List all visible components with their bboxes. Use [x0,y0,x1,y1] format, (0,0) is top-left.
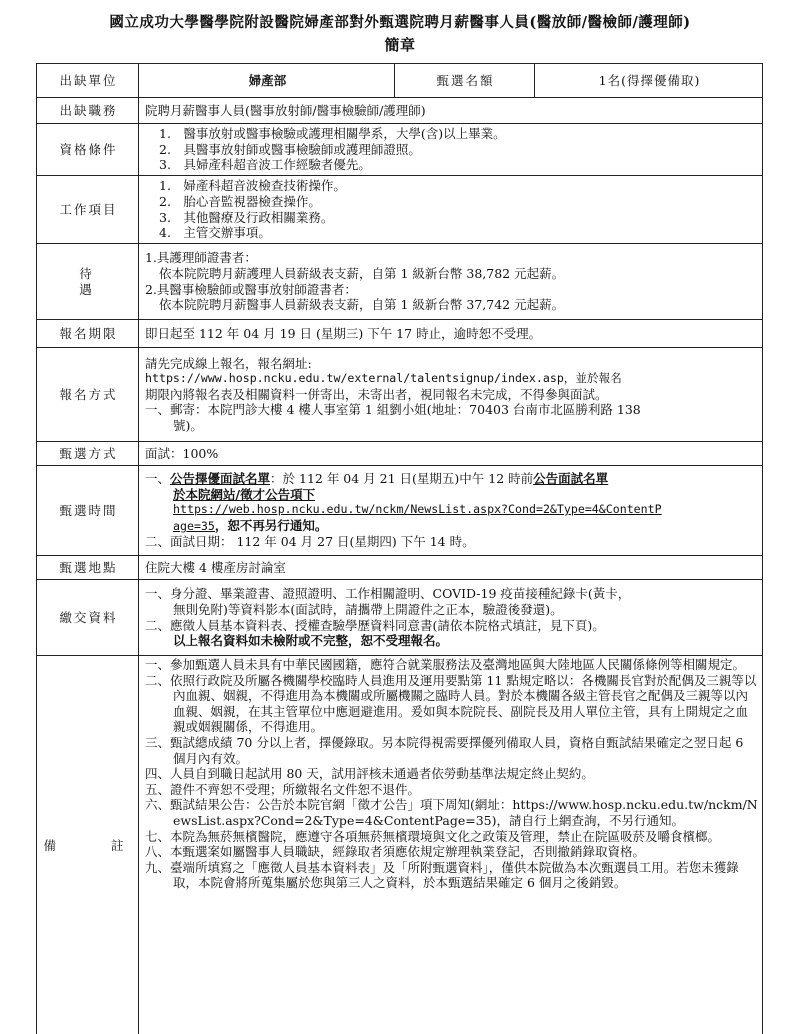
row-duties [37,176,763,244]
salary-item: 1.具護理師證書者： [145,250,257,266]
salary-item: 依本院院聘月薪醫事人員薪級表支薪，自第 1 級新台幣 37,742 元起薪。 [159,297,565,313]
announce-date: ：於 112 年 04 月 21 日(星期五)中午 12 時前 [270,471,534,487]
note-item: 五、證件不齊恕不受理；所繳報名文件恕不退件。 [145,781,421,797]
duty-item: 2. 胎心音監視器檢查操作。 [159,193,321,209]
note-item: 六、甄試結果公告：公告於本院官網「徵才公告」項下周知(網址：https://www.hosp.ncku.edu.tw/nckm/NewsList.aspx?Cond=2&Type=4&ContentPage=35)，請自行上網查詢，不另行通知。 [145,797,758,828]
announce-interview-list: 公告面試名單 [533,471,609,487]
method-url-line: https://www.hosp.ncku.edu.tw/external/talentsignup/index.asp，並於報名 [145,371,622,386]
selection-method-label: 甄選方式 [37,442,139,466]
row-period [37,320,763,348]
selection-time-line [145,471,758,487]
job-posting-table [36,63,763,1034]
period-value: 即日起至 112 年 04 月 19 日 (星期三) 下午 17 時止，逾時恕不受理。 [139,320,763,348]
documents-line: 二、應徵人員基本資料表、授權查驗學歷資料同意書(請依本院格式填註，見下頁)。 [145,617,605,633]
row-documents [37,580,763,656]
unit-value: 婦產部 [139,64,395,98]
selection-time-content [139,466,763,556]
salary-item: 依本院院聘月薪護理人員薪級表支薪，自第 1 級新台幣 38,782 元起薪。 [159,265,565,281]
row-location [37,556,763,580]
quota-value: 1名(得擇優備取) [535,64,763,98]
note-item: 七、本院為無菸無檳醫院，應遵守各項無菸無檳環境與文化之政策及管理，禁止在院區吸菸及嚼食檳榔。 [145,828,721,844]
row-unit [37,64,763,98]
location-label: 甄選地點 [37,556,139,580]
row-notes [37,656,763,1034]
selection-method-value: 面試：100% [139,442,763,466]
selection-time-label: 甄選時間 [37,466,139,556]
documents-warning: 以上報名資料如未檢附或不完整，恕不受理報名。 [173,633,449,649]
method-line: 號)。 [173,417,203,433]
method-label: 報名方式 [37,348,139,442]
qualifications-label: 資格條件 [37,124,139,176]
row-qualifications [37,124,763,176]
row-salary [37,244,763,320]
quota-label: 甄選名額 [395,64,535,98]
position-label: 出缺職務 [37,98,139,124]
note-item: 三、甄試總成績 70 分以上者，擇優錄取。另本院得視需要擇優列備取人員，資格自甄試結果確定之翌日起 6 個月內有效。 [145,734,744,766]
title-text: 國立成功大學醫學院附設醫院婦產部對外甄選院聘月薪醫事人員(醫放師/醫檢師/護理師) [109,14,691,31]
location-value: 住院大樓 4 樓產房討論室 [139,556,763,580]
note-item: 二、依照行政院及所屬各機關學校臨時人員進用及運用要點第 11 點規定略以：各機關長官對於配偶及三親等以內血親、姻親，不得進用為本機關或所屬機關之臨時人員。對於本機關各級主管長官之配偶及三親等以內血親、姻親，在其主管單位中應迴避進用。爰如與本院院長、副院長及用人單位主管，具有上開規定之血親或姻親關係，不得進用。 [145,672,757,735]
duty-item: 4. 主管交辦事項。 [159,225,271,241]
note-item: 八、本甄選案如屬醫事人員職缺，經錄取者須應依規定辦理執業登記，否則撤銷錄取資格。 [145,844,646,860]
announcement-link[interactable]: https://web.hosp.ncku.edu.tw/nckm/NewsList.aspx?Cond=2&Type=4&ContentP [173,502,662,517]
documents-line: 一、身分證、畢業證書、證照證明、工作相關證明、COVID-19 疫苗接種紀錄卡(黃卡， [145,586,631,602]
documents-content [139,580,763,656]
notes-content [139,656,763,1034]
note-item: 九、臺端所填寫之「應徵人員基本資料表」及「所附甄選資料」，僅供本院做為本次甄選員工用。若您未獲錄取，本院會將所蒐集屬於您與第三人之資料，於本甄選結果確定 6 個月之後銷毀。 [145,859,739,891]
salary-item: 2.具醫事檢驗師或醫事放射師證書者： [145,281,357,297]
documents-label: 繳交資料 [37,580,139,656]
qualification-item: 1. 醫事放射或醫事檢驗或護理相關學系，大學(含)以上畢業。 [159,126,506,142]
method-line: 期限內將報名表及相關資料一併寄出，未寄出者，視同報名未完成，不得參與面試。 [145,386,608,402]
period-label: 報名期限 [37,320,139,348]
announce-location: 於本院網站/徵才公告項下 [173,486,316,502]
duty-item: 3. 其他醫療及行政相關業務。 [159,209,334,225]
announcement-link-cont[interactable]: age=35 [173,518,215,533]
notes-label: 備 註 [37,656,139,1034]
list-marker: 一、 [145,471,171,487]
document-title [0,12,800,56]
qualification-item: 3. 具婦產科超音波工作經驗者優先。 [159,157,371,173]
position-value: 院聘月薪醫事人員(醫事放射師/醫事檢驗師/護理師) [139,98,763,124]
salary-label: 待 遇 [37,244,139,320]
note-item: 一、參加甄選人員未具有中華民國國籍，應符合就業服務法及臺灣地區與大陸地區人民關係條例等相關規定。 [145,657,746,672]
announcement-link-line [145,518,758,535]
salary-list [139,244,763,320]
duties-label: 工作項目 [37,176,139,244]
qualification-item: 2. 具醫事放射師或醫事檢驗師或護理師證照。 [159,141,421,157]
row-method [37,348,763,442]
no-further-notice: ，恕不再另行通知。 [214,517,328,533]
method-line: 一、郵寄：本院門診大樓 4 樓人事室第 1 組劉小姐(地址：70403 台南市北區勝利路 138 [145,402,641,418]
duty-item: 1. 婦產科超音波檢查技術操作。 [159,178,346,194]
announce-shortlist: 公告擇優面試名單 [170,471,271,487]
row-position [37,98,763,124]
duties-list [139,176,763,244]
note-item: 四、人員自到職日起試用 80 天，試用評核未通過者依勞動基準法規定終止契約。 [145,766,594,782]
documents-line: 無則免附)等資料影本(面試時，請攜帶上開證件之正本，驗證後發還)。 [173,601,563,617]
row-selection-time [37,466,763,556]
method-content [139,348,763,442]
row-selection-method [37,442,763,466]
qualifications-list [139,124,763,176]
subtitle-text: 簡章 [384,36,416,54]
unit-label: 出缺單位 [37,64,139,98]
method-line: 請先完成線上報名，報名網址: [145,355,312,371]
interview-date: 二、面試日期： 112 年 04 月 27 日(星期四) 下午 14 時。 [145,534,475,550]
